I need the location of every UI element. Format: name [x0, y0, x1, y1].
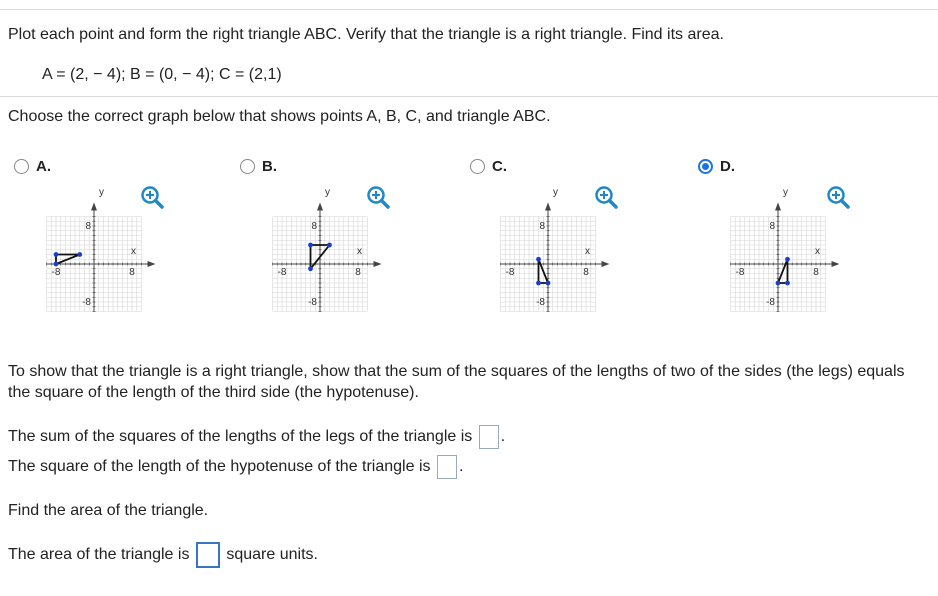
vertex-point: [54, 262, 59, 267]
zoom-icon[interactable]: [366, 185, 390, 209]
vertex-point: [327, 243, 332, 248]
y-arrow-icon: [317, 203, 323, 211]
area-prompt: Find the area of the triangle.: [8, 502, 209, 519]
graph-question: Choose the correct graph below that shows points A, B, C, and triangle ABC.: [8, 108, 551, 125]
vertex-point: [776, 281, 781, 286]
explanation-text: To show that the triangle is a right triangle, show that the sum of the squares of the lengths of two of the sides (the legs) equals the square of the length of the third side (the hypotenuse).: [8, 363, 905, 401]
vertex-point: [785, 257, 790, 262]
x-min-label: -8: [277, 267, 287, 278]
top-divider: [0, 9, 938, 10]
option-b[interactable]: [240, 158, 277, 175]
x-max-label: 8: [355, 267, 361, 278]
hyp-answer-input[interactable]: [437, 455, 457, 479]
option-d[interactable]: [698, 158, 735, 175]
question-prompt: Plot each point and form the right triangle ABC. Verify that the triangle is a right triangle. Find its area.: [8, 26, 724, 43]
option-c-label: C.: [492, 158, 507, 175]
x-arrow-icon: [832, 261, 840, 267]
option-d-label: D.: [720, 158, 735, 175]
y-min-label: -8: [82, 297, 91, 308]
x-arrow-icon: [602, 261, 610, 267]
hyp-prefix: The square of the length of the hypotenuse of the triangle is: [8, 458, 431, 476]
area-suffix: square units.: [226, 546, 318, 564]
y-arrow-icon: [775, 203, 781, 211]
y-max-label: 8: [311, 221, 317, 232]
option-c-radio[interactable]: [470, 159, 485, 174]
y-min-label: -8: [766, 297, 775, 308]
y-max-label: 8: [539, 221, 545, 232]
legs-row: [8, 425, 505, 449]
area-row: [8, 542, 318, 568]
x-max-label: 8: [583, 267, 589, 278]
y-axis-label: y: [553, 187, 558, 198]
hyp-row: [8, 455, 463, 479]
vertex-point: [77, 252, 82, 257]
x-min-label: -8: [505, 267, 515, 278]
vertex-point: [546, 281, 551, 286]
x-axis-label: x: [585, 246, 590, 257]
hyp-period: .: [458, 458, 464, 476]
vertex-point: [308, 266, 313, 271]
legs-period: .: [500, 428, 506, 446]
option-d-radio[interactable]: [698, 159, 713, 174]
y-max-label: 8: [85, 221, 91, 232]
option-b-label: B.: [262, 158, 277, 175]
option-a[interactable]: [14, 158, 51, 175]
section-divider: [0, 96, 938, 97]
y-axis-label: y: [783, 187, 788, 198]
option-c[interactable]: [470, 158, 507, 175]
zoom-icon[interactable]: [594, 185, 618, 209]
y-arrow-icon: [91, 203, 97, 211]
option-a-radio[interactable]: [14, 159, 29, 174]
area-answer-input[interactable]: [196, 542, 220, 568]
zoom-icon[interactable]: [826, 185, 850, 209]
vertex-point: [536, 281, 541, 286]
x-axis-label: x: [131, 246, 136, 257]
x-axis-label: x: [357, 246, 362, 257]
vertex-point: [54, 252, 59, 257]
vertex-point: [536, 257, 541, 262]
vertex-point: [308, 243, 313, 248]
y-max-label: 8: [769, 221, 775, 232]
y-axis-label: y: [325, 187, 330, 198]
y-min-label: -8: [308, 297, 317, 308]
x-arrow-icon: [374, 261, 382, 267]
option-b-radio[interactable]: [240, 159, 255, 174]
x-min-label: -8: [51, 267, 61, 278]
x-axis-label: x: [815, 246, 820, 257]
vertex-point: [785, 281, 790, 286]
option-a-label: A.: [36, 158, 51, 175]
y-arrow-icon: [545, 203, 551, 211]
y-min-label: -8: [536, 297, 545, 308]
zoom-icon[interactable]: [140, 185, 164, 209]
x-max-label: 8: [813, 267, 819, 278]
area-prefix: The area of the triangle is: [8, 546, 190, 564]
legs-prefix: The sum of the squares of the lengths of the legs of the triangle is: [8, 428, 473, 446]
x-max-label: 8: [129, 267, 135, 278]
x-min-label: -8: [735, 267, 745, 278]
x-arrow-icon: [148, 261, 156, 267]
y-axis-label: y: [99, 187, 104, 198]
points-line: A = (2, − 4); B = (0, − 4); C = (2,1): [42, 66, 282, 83]
legs-answer-input[interactable]: [479, 425, 499, 449]
